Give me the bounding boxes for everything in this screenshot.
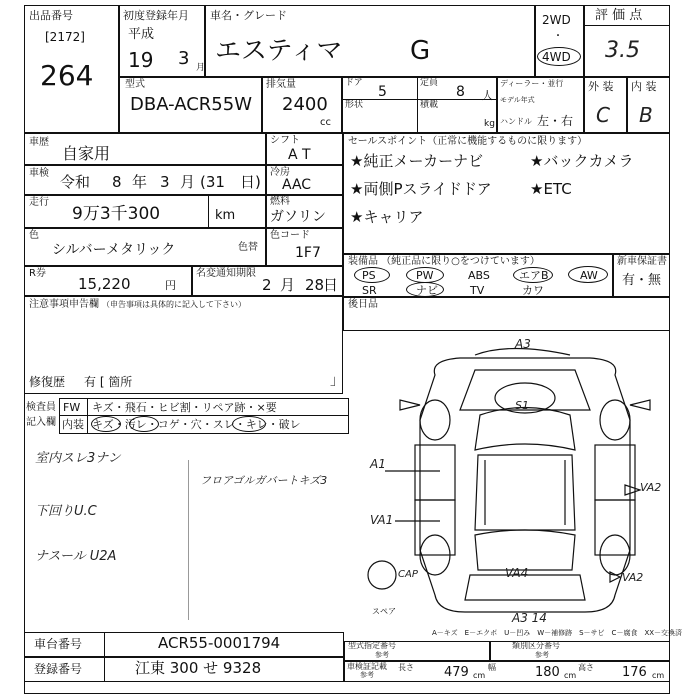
inspector-row2-head: 内装 <box>62 418 84 431</box>
car-wheel-lf <box>420 400 450 440</box>
selling-item-2: ★バックカメラ <box>530 152 634 170</box>
equip-sr: SR <box>362 284 377 297</box>
hw-line1: 室内スレ3ナン <box>35 451 121 466</box>
hw-line2: 下回りU.C <box>35 504 97 519</box>
car-right-front-door <box>595 445 635 500</box>
recycle-label: R券 <box>29 268 46 279</box>
mark-va2b-arrow <box>610 572 620 582</box>
hw-divider <box>188 460 189 620</box>
exterior-value: C <box>596 103 610 127</box>
mark-s1: S1 <box>515 399 529 412</box>
equip-aw-circle <box>568 266 608 283</box>
car-mirror-left <box>400 400 420 410</box>
dealer-label: ディーラー・並行 <box>500 79 564 88</box>
drive-dot: ・ <box>553 31 563 42</box>
car-rear-window <box>475 530 575 570</box>
cert-length: 479 <box>444 665 469 680</box>
displacement-label: 排気量 <box>266 79 296 90</box>
load-label: 積載 <box>420 100 439 110</box>
handle-label: ハンドル <box>500 117 532 126</box>
color-value: シルバーメタリック <box>52 242 176 258</box>
color-code-label: 色コード <box>270 230 310 241</box>
inspection-month: 3 <box>160 173 170 191</box>
inspector-label1: 検査員 <box>26 402 56 413</box>
title-change-day-unit: 日 <box>323 276 339 294</box>
model-name: エスティマ <box>215 36 343 66</box>
spare-label: スペア <box>372 607 396 616</box>
cert-sub: 参考 <box>360 671 374 679</box>
equip-tv: TV <box>470 284 485 297</box>
car-wheel-rf <box>600 400 630 440</box>
color-code-value: 1F7 <box>295 245 321 261</box>
selling-item-4: ★ETC <box>530 180 572 198</box>
lot-code: [2172] <box>45 30 85 44</box>
inspection-month-unit: 月 <box>180 173 196 191</box>
cert-length-unit: cm <box>473 671 486 680</box>
inspection-day-unit: 日) <box>240 173 261 191</box>
mark-va2-right: VA2 <box>640 481 662 494</box>
mileage-value: 9万3千300 <box>72 204 161 224</box>
hw-line3: ナスール U2A <box>35 549 117 564</box>
equip-aw: AW <box>580 269 598 282</box>
model-year-label: モデル年式 <box>500 96 535 104</box>
equip-airbag: エアB <box>519 269 549 282</box>
capacity-value: 8 <box>456 84 465 100</box>
car-left-front-door <box>415 445 455 500</box>
mark-cap: CAP <box>398 569 418 580</box>
plate-label: 登録番号 <box>34 662 83 676</box>
cert-label: 車検証記載 <box>347 662 387 671</box>
shape-label: 形状 <box>345 100 364 110</box>
car-roof <box>475 455 575 530</box>
interior-value: B <box>639 103 653 127</box>
shift-label: シフト <box>270 135 300 146</box>
lot-label: 出品番号 <box>29 9 73 22</box>
first-reg-year: 19 <box>128 48 154 72</box>
handle-value: 左・右 <box>537 114 574 128</box>
category-label: 類別区分番号 <box>512 641 560 650</box>
recycle-unit: 円 <box>165 279 176 292</box>
katashiki-label: 型式 <box>125 79 145 90</box>
usage-value: 自家用 <box>62 144 111 163</box>
displacement-value: 2400 <box>282 94 328 115</box>
rear-label: 後日品 <box>348 299 378 310</box>
equip-leather: カワ <box>522 284 544 297</box>
first-reg-month-unit: 月 <box>196 63 206 73</box>
chassis-label: 車台番号 <box>34 637 83 651</box>
mark-a3-top: A3 <box>515 337 531 351</box>
selling-item-5: ★キャリア <box>350 208 424 226</box>
mileage-label: 走行 <box>29 197 49 208</box>
chassis-value: ACR55-0001794 <box>158 634 281 652</box>
designation-sub: 参考 <box>375 651 389 659</box>
hw-right: フロアゴルガバートキズ3 <box>200 474 328 487</box>
notes-sub: （申告事項は具体的に記入して下さい） <box>102 300 246 309</box>
title-change-day: 28 <box>305 276 325 294</box>
cert-width-unit: cm <box>564 671 577 680</box>
notes-label: 注意事項申告欄 <box>29 299 99 310</box>
car-windshield <box>475 408 575 451</box>
inspector-row2: キズ・汚レ・コゲ・穴・スレ・キレ・破レ <box>92 418 301 431</box>
warranty-value: 有・無 <box>622 273 662 288</box>
color-label: 色 <box>29 230 39 241</box>
car-mirror-right <box>630 400 650 410</box>
color-change-label: 色替 <box>238 242 258 253</box>
fuel-value: ガソリン <box>270 209 326 225</box>
cert-height-label: 高さ <box>578 663 594 672</box>
equip-navi-circle <box>406 282 444 297</box>
load-unit: kg <box>484 119 495 129</box>
equip-navi: ナビ <box>416 284 438 297</box>
equip-ps-circle <box>354 267 390 283</box>
inspector-label2: 記入欄 <box>26 417 56 428</box>
model-grade: G <box>410 36 431 66</box>
equip-pw: PW <box>416 269 434 282</box>
mark-va2-bottom: VA2 <box>622 571 644 584</box>
cert-width-label: 幅 <box>488 663 496 672</box>
capacity-unit: 人 <box>482 89 493 102</box>
first-reg-label: 初度登録年月 <box>123 9 189 22</box>
spare-tire <box>368 561 396 589</box>
rear-box <box>343 297 670 331</box>
displacement-unit: cc <box>320 117 331 128</box>
mark-va2-arrow <box>625 485 640 495</box>
inspection-era: 令和 <box>60 173 91 191</box>
mark-a3-bottom: A3 14 <box>512 611 547 625</box>
drive-2wd: 2WD <box>542 13 571 27</box>
title-change-month: 2 <box>262 276 272 294</box>
cert-height-unit: cm <box>652 671 665 680</box>
ac-value: AAC <box>282 177 312 193</box>
inspector-circle-kizu <box>91 416 121 432</box>
notes-box <box>24 296 343 394</box>
cert-length-label: 長さ <box>398 663 414 672</box>
interior-label: 内 装 <box>631 80 657 93</box>
mileage-unit: km <box>215 208 236 223</box>
equip-pw-circle <box>406 267 444 283</box>
shift-value: A T <box>288 147 311 163</box>
selling-item-1: ★純正メーカーナビ <box>350 152 484 170</box>
mark-va1: VA1 <box>370 513 394 527</box>
usage-box <box>24 133 266 165</box>
inspection-year: 8 <box>112 173 122 191</box>
category-sub: 参考 <box>535 651 549 659</box>
selling-label: セールスポイント（正常に機能するものに限ります） <box>348 136 588 147</box>
title-change-label: 名変通知期限 <box>196 268 256 279</box>
spec-vline <box>417 77 418 133</box>
score-label: 評 価 点 <box>595 8 643 23</box>
drive-4wd: 4WD <box>542 50 571 64</box>
doors-value: 5 <box>378 84 387 100</box>
model-name-label: 車名・グレード <box>210 9 287 22</box>
mark-va4: VA4 <box>505 566 529 580</box>
first-reg-era: 平成 <box>128 27 155 42</box>
repair-label: 修復歴 <box>29 375 66 389</box>
ac-label: 冷房 <box>270 167 290 178</box>
recycle-value: 15,220 <box>78 275 131 293</box>
equip-abs: ABS <box>468 269 490 282</box>
inspection-label: 車検 <box>29 168 49 179</box>
title-change-month-unit: 月 <box>280 276 296 294</box>
inspector-row1-head: FW <box>63 401 81 414</box>
inspection-year-unit: 年 <box>132 173 148 191</box>
equip-ps: PS <box>362 269 376 282</box>
cert-height: 176 <box>622 665 647 680</box>
fuel-label: 燃料 <box>270 196 290 207</box>
damage-legend: A－キズ E－エクボ U－凹み W－補修跡 S－サビ C－腐食 XX－交換済 <box>432 629 683 637</box>
inspector-circle-sure <box>232 416 266 432</box>
cert-width: 180 <box>535 665 560 680</box>
inspection-day: (31 <box>200 173 225 191</box>
repair-close: 」 <box>330 373 344 389</box>
equipment-label: 装備品 （純正品に限り○をつけています） <box>348 256 540 267</box>
capacity-label: 定員 <box>420 78 439 88</box>
mark-a1: A1 <box>370 457 386 471</box>
score-value: 3.5 <box>605 38 640 63</box>
mileage-divider <box>208 195 209 228</box>
car-diagram <box>340 330 670 630</box>
plate-value: 江東 300 せ 9328 <box>135 659 262 677</box>
repair-value: 有 [ 箇所 <box>84 375 133 389</box>
inspector-head-line <box>87 398 88 434</box>
inspector-circle-yogore <box>129 416 159 432</box>
warranty-label: 新車保証書 <box>617 256 667 267</box>
first-reg-month: 3 <box>178 48 190 69</box>
score-divider <box>584 25 670 26</box>
exterior-label: 外 装 <box>588 80 614 93</box>
designation-label: 型式指定番号 <box>348 641 396 650</box>
doors-label: ドア <box>345 78 363 88</box>
usage-label: 車歴 <box>29 137 49 148</box>
inspector-row1: キズ・飛石・ヒビ割・リペア跡・×要 <box>92 401 277 414</box>
lot-number: 264 <box>40 59 94 92</box>
equip-airbag-circle <box>513 267 553 283</box>
katashiki-value: DBA-ACR55W <box>130 94 253 115</box>
selling-item-3: ★両側Pスライドドア <box>350 180 492 198</box>
